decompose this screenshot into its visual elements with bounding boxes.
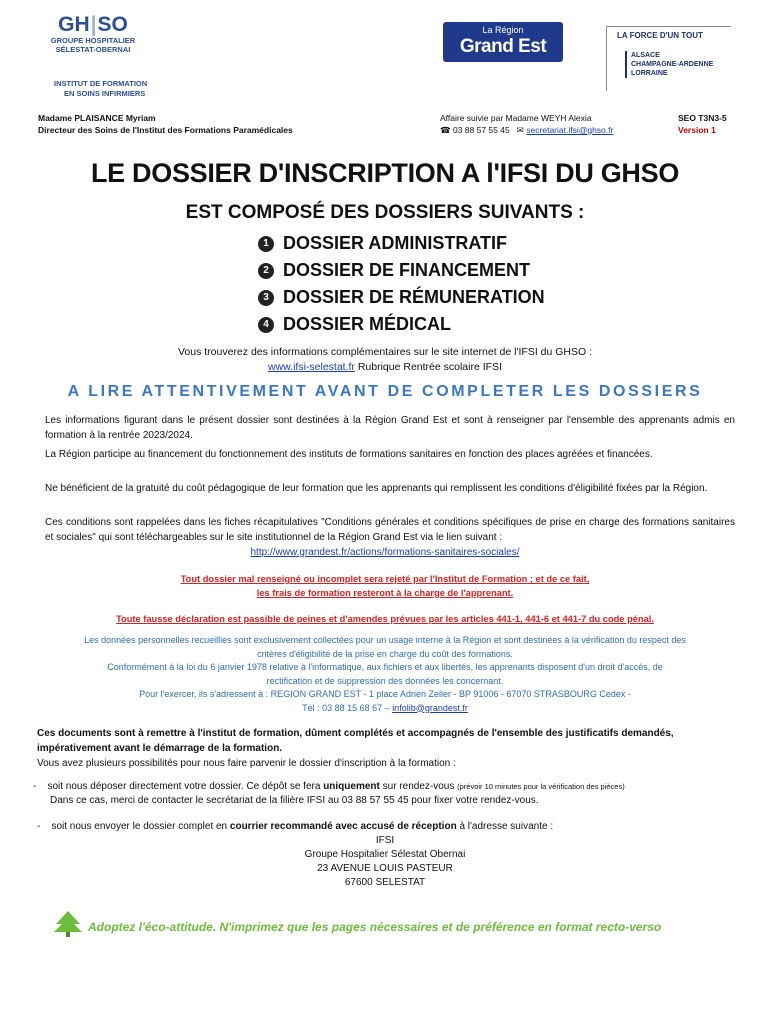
force-logo-region: CHAMPAGNE-ARDENNE bbox=[631, 61, 714, 68]
dossier-label: DOSSIER ADMINISTRATIF bbox=[283, 233, 507, 253]
address-line: Groupe Hospitalier Sélestat Obernai bbox=[304, 849, 466, 860]
list-item bbox=[258, 257, 545, 284]
option1-bold: uniquement bbox=[323, 781, 380, 792]
rgpd-line: critères d'éligibilité de la prise en charge du coût des formations. bbox=[257, 648, 513, 659]
address-block bbox=[0, 834, 770, 890]
option-mail bbox=[37, 820, 737, 835]
mail-icon: ✉ bbox=[516, 125, 524, 135]
ghso-logo-line3: SÉLESTAT-OBERNAI bbox=[55, 45, 131, 54]
section-heading: A LIRE ATTENTIVEMENT AVANT DE COMPLETER LES DOSSIERS bbox=[67, 383, 703, 400]
paragraph: Ces conditions sont rappelées dans les fiches récapitulatives "Conditions générales et conditions spécifiques de prise en charge des formations sanitaires et sociales" qui sont téléchargeables sur le site institutionnel de la Région Grand Est via le lien suivant : bbox=[45, 517, 735, 543]
force-logo-title: LA FORCE D'UN TOUT bbox=[617, 31, 703, 40]
ghso-logo: GH|SO GROUPE HOSPITALIER SÉLESTAT-OBERNAI bbox=[38, 14, 148, 54]
list-item bbox=[258, 311, 545, 338]
reference-block bbox=[678, 112, 727, 136]
region-logo-line1: La Région bbox=[482, 25, 524, 35]
dossier-label: DOSSIER DE FINANCEMENT bbox=[283, 260, 531, 280]
ifsi-logo-line2: EN SOINS INFIRMIERS bbox=[64, 89, 146, 98]
option-deposit bbox=[33, 780, 743, 795]
rgpd-line: Les données personnelles recueillies sont exclusivement collectées pour un usage interne à la Région et sont destinées à la vérification du respect des bbox=[84, 635, 686, 645]
force-logo-regions bbox=[625, 51, 713, 78]
rgpd-line: Conformément à la loi du 6 janvier 1978 relative à l'informatique, aux fichiers et aux libertés, les apprenants disposent d'un droit d'accès, de bbox=[107, 662, 663, 672]
warning-block bbox=[0, 572, 770, 600]
force-logo-region: ALSACE bbox=[631, 52, 660, 59]
number-1-icon: 1 bbox=[258, 236, 274, 252]
number-4-icon: 4 bbox=[258, 317, 274, 333]
number-3-icon: 3 bbox=[258, 290, 274, 306]
dossier-list bbox=[258, 230, 545, 338]
option1-note: (prévoir 10 minutes pour la vérification des pièces) bbox=[457, 782, 625, 791]
option2-text-a: soit nous envoyer le dossier complet en bbox=[51, 821, 230, 832]
address-line: IFSI bbox=[375, 835, 395, 846]
paragraph: Les informations figurant dans le présent dossier sont destinées à la Région Grand Est et sont à renseigner par l'ensemble des apprenants admis en formation à la rentrée 2023/2024. bbox=[45, 415, 735, 441]
option-dash: - bbox=[37, 821, 41, 832]
option1-line2: Dans ce cas, merci de contacter le secrétariat de la filière IFSI au 03 88 57 55 45 pour fixer votre rendez-vous. bbox=[50, 795, 539, 806]
phone-icon: ☎ bbox=[440, 125, 451, 135]
rgpd-line: Pour l'exercer, ils s'adressent à : REGION GRAND EST - 1 place Adrien Zeller - BP 91006 - 67070 STRASBOURG Cedex - bbox=[139, 689, 631, 699]
director-title: Directeur des Soins de l'Institut des Formations Paramédicales bbox=[38, 125, 293, 135]
ifsi-website-link[interactable]: www.ifsi-selestat.fr bbox=[267, 361, 355, 373]
list-item bbox=[258, 230, 545, 257]
remise-bold: Ces documents sont à remettre à l'institut de formation, dûment complétés et accompagnés de l'ensemble des justificatifs demandés, impérativement avant le démarrage de la formation. bbox=[37, 728, 674, 754]
rgpd-email-link[interactable]: infolib@grandest.fr bbox=[392, 702, 468, 713]
rgpd-phone: Tél : 03 88 15 68 67 – bbox=[302, 702, 393, 713]
option-dash: - bbox=[33, 781, 37, 792]
option2-text-c: à l'adresse suivante : bbox=[456, 821, 554, 832]
director-name: Madame PLAISANCE Myriam bbox=[38, 113, 156, 123]
ifsi-logo-line1: INSTITUT DE FORMATION bbox=[54, 79, 148, 88]
eco-text: Adoptez l'éco-attitude. N'imprimez que les pages nécessaires et de préférence en format recto-verso bbox=[88, 919, 662, 934]
option1-text-c: sur rendez-vous bbox=[379, 781, 458, 792]
paragraph: Ne bénéficient de la gratuité du coût pédagogique de leur formation que les apprenants qui remplissent les conditions d'éligibilité fixées par la Région. bbox=[45, 483, 708, 494]
grandest-link[interactable]: http://www.grandest.fr/actions/formations-sanitaires-sociales/ bbox=[250, 547, 520, 558]
warning-penal: Toute fausse déclaration est passible de peines et d'amendes prévues par les articles 441-1, 441-6 et 441-7 du code pénal. bbox=[116, 614, 654, 624]
dossier-label: DOSSIER DE RÉMUNERATION bbox=[283, 287, 545, 307]
force-logo-region: LORRAINE bbox=[631, 70, 668, 77]
info-line: Vous trouverez des informations complémentaires sur le site internet de l'IFSI du GHSO : bbox=[177, 346, 593, 358]
affaire-text: Affaire suivie par Madame WEYH Alexia bbox=[440, 113, 592, 123]
remise-line: Vous avez plusieurs possibilités pour nous faire parvenir le dossier d'inscription à la formation : bbox=[37, 758, 456, 769]
page-subtitle: EST COMPOSÉ DES DOSSIERS SUIVANTS : bbox=[185, 202, 585, 223]
info-rubrique: Rubrique Rentrée scolaire IFSI bbox=[354, 361, 502, 373]
list-item bbox=[258, 284, 545, 311]
option1-text-a: soit nous déposer directement votre dossier. Ce dépôt se fera bbox=[47, 781, 324, 792]
director-block bbox=[38, 112, 293, 136]
version-label: Version 1 bbox=[678, 125, 716, 135]
rgpd-block bbox=[0, 634, 770, 715]
phone-number: 03 88 57 55 45 bbox=[452, 125, 510, 135]
address-line: 23 AVENUE LOUIS PASTEUR bbox=[317, 863, 453, 874]
address-line: 67600 SELESTAT bbox=[344, 877, 426, 888]
tree-icon bbox=[52, 910, 84, 943]
number-2-icon: 2 bbox=[258, 263, 274, 279]
region-logo-line2: Grand Est bbox=[459, 36, 547, 57]
email-link[interactable]: secretariat.ifsi@ghso.fr bbox=[526, 125, 614, 135]
rgpd-line: rectification et de suppression des données les concernant. bbox=[266, 675, 504, 686]
paragraph: La Région participe au financement du fonctionnement des instituts de formations sanitaires en fonction des places agréées et financées. bbox=[45, 449, 653, 460]
dossier-label: DOSSIER MÉDICAL bbox=[283, 314, 452, 334]
affaire-block bbox=[440, 112, 613, 136]
warning-line: Tout dossier mal renseigné ou incomplet sera rejeté par l'Institut de Formation ; et de ce fait, bbox=[180, 574, 590, 584]
ghso-logo-part2: SO bbox=[97, 13, 128, 36]
reference-code: SEO T3N3-5 bbox=[678, 113, 727, 123]
region-grand-est-logo bbox=[443, 22, 563, 62]
ifsi-logo bbox=[54, 79, 147, 99]
ghso-logo-part1: GH bbox=[58, 13, 90, 36]
warning-line: les frais de formation resteront à la charge de l'apprenant. bbox=[256, 588, 514, 598]
eco-banner bbox=[52, 910, 661, 943]
info-block bbox=[0, 345, 770, 375]
force-dun-tout-logo bbox=[606, 26, 731, 91]
option2-bold: courrier recommandé avec accusé de réception bbox=[229, 821, 457, 832]
page-title: LE DOSSIER D'INSCRIPTION A l'IFSI DU GHSO bbox=[90, 158, 680, 188]
ghso-logo-line2: GROUPE HOSPITALIER bbox=[50, 36, 136, 45]
